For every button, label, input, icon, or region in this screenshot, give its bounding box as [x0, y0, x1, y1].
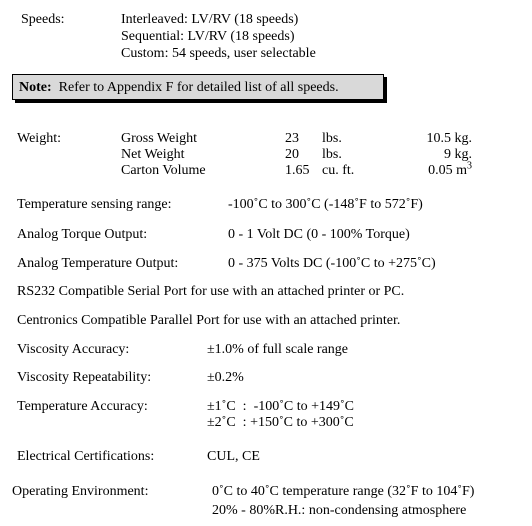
analog-torque-value: 0 - 1 Volt DC (0 - 100% Torque) — [228, 227, 410, 242]
note-text: Refer to Appendix F for detailed list of all speeds. — [58, 80, 339, 95]
speeds-label: Speeds: — [21, 12, 65, 27]
analog-temp-label: Analog Temperature Output: — [17, 256, 179, 271]
weight-row-metric: 10.5 kg. — [426, 131, 472, 146]
temp-accuracy-label: Temperature Accuracy: — [17, 399, 148, 414]
superscript: 3 — [467, 160, 472, 172]
environment-temperature: 0˚C to 40˚C temperature range (32˚F to 104˚F) — [212, 484, 475, 499]
centronics-statement: Centronics Compatible Parallel Port for use with an attached printer. — [17, 313, 401, 328]
environment-label: Operating Environment: — [12, 484, 149, 499]
weight-row-metric: 9 kg. — [444, 147, 472, 162]
weight-row-value: 20 — [285, 147, 299, 162]
rs232-statement: RS232 Compatible Serial Port for use with an attached printer or PC. — [17, 284, 405, 299]
weight-row-unit: cu. ft. — [322, 163, 355, 178]
weight-row-unit: lbs. — [322, 131, 342, 146]
weight-row-value: 23 — [285, 131, 299, 146]
viscosity-repeatability-value: ±0.2% — [207, 370, 244, 385]
speeds-sequential: Sequential: LV/RV (18 speeds) — [121, 29, 295, 44]
viscosity-accuracy-value: ±1.0% of full scale range — [207, 342, 349, 357]
temp-sensing-value: -100˚C to 300˚C (-148˚F to 572˚F) — [228, 197, 423, 212]
weight-row-name: Net Weight — [121, 147, 185, 162]
weight-row-value: 1.65 — [285, 163, 310, 178]
speeds-interleaved: Interleaved: LV/RV (18 speeds) — [121, 12, 299, 27]
analog-temp-value: 0 - 375 Volts DC (-100˚C to +275˚C) — [228, 256, 436, 271]
certifications-value: CUL, CE — [207, 449, 260, 464]
analog-torque-label: Analog Torque Output: — [17, 227, 148, 242]
note-label: Note: — [19, 80, 52, 95]
environment-humidity: 20% - 80%R.H.: non-condensing atmosphere — [212, 503, 467, 518]
viscosity-repeatability-label: Viscosity Repeatability: — [17, 370, 152, 385]
certifications-label: Electrical Certifications: — [17, 449, 155, 464]
weight-row-name: Carton Volume — [121, 163, 206, 178]
viscosity-accuracy-label: Viscosity Accuracy: — [17, 342, 130, 357]
weight-row-metric: 0.05 $m^3$ — [428, 160, 472, 178]
temp-accuracy-line: ±2˚C : +150˚C to +300˚C — [207, 415, 354, 430]
weight-row-name: Gross Weight — [121, 131, 198, 146]
speeds-custom: Custom: 54 speeds, user selectable — [121, 46, 316, 61]
temp-sensing-label: Temperature sensing range: — [17, 197, 172, 212]
weight-label: Weight: — [17, 131, 61, 146]
note-box — [12, 74, 384, 100]
weight-row-unit: lbs. — [322, 147, 342, 162]
temp-accuracy-line: ±1˚C : -100˚C to +149˚C — [207, 399, 355, 414]
